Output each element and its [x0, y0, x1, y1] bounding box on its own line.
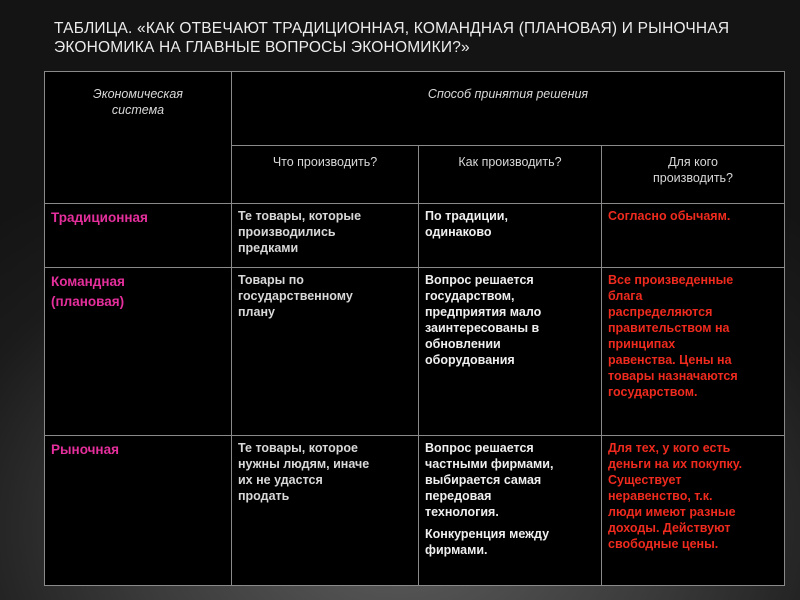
header-decision-method — [232, 72, 785, 146]
cell-line: Все произведенные — [608, 273, 734, 287]
cell-line: выбирается самая — [425, 473, 542, 487]
cell-for-whom — [602, 436, 785, 586]
cell-line: предприятия мало — [425, 305, 542, 319]
table-row — [45, 436, 785, 586]
cell-line: производились — [238, 225, 336, 239]
cell-line: их не удастся — [238, 473, 323, 487]
cell-line: блага — [608, 289, 643, 303]
cell-line: нужны людям, иначе — [238, 457, 370, 471]
cell-line: частными фирмами, — [425, 457, 554, 471]
header-economic-system-line: система — [111, 103, 165, 117]
cell-line: правительством на — [608, 321, 730, 335]
cell-line: передовая — [425, 489, 492, 503]
system-label: Рыночная — [51, 442, 119, 457]
table-row — [45, 204, 785, 268]
cell-what — [232, 204, 419, 268]
table-row — [45, 268, 785, 436]
cell-line: принципах — [608, 337, 676, 351]
cell-line: Вопрос решается — [425, 441, 534, 455]
slide-title-line-1: ТАБЛИЦА. «КАК ОТВЕЧАЮТ ТРАДИЦИОННАЯ, КОМАНДНАЯ (ПЛАНОВАЯ) И РЫНОЧНАЯ — [54, 20, 730, 37]
cell-line: товары назначаются — [608, 369, 738, 383]
cell-what — [232, 268, 419, 436]
cell-line: Для тех, у кого есть — [608, 441, 731, 455]
system-label: (плановая) — [51, 294, 125, 309]
cell-what — [232, 436, 419, 586]
header-what-to-produce — [232, 146, 419, 204]
header-how-label: Как производить? — [458, 155, 562, 169]
slide-title — [54, 19, 754, 57]
cell-how — [419, 204, 602, 268]
cell-line: распределяются — [608, 305, 713, 319]
cell-line: Те товары, которое — [238, 441, 358, 455]
system-label: Традиционная — [51, 210, 148, 225]
cell-line: По традиции, — [425, 209, 508, 223]
cell-line: обновлении — [425, 337, 501, 351]
header-for-whom-line: Для кого — [668, 155, 718, 169]
cell-system-market — [45, 436, 232, 586]
header-for-whom — [602, 146, 785, 204]
cell-line: Существует — [608, 473, 682, 487]
cell-system-traditional — [45, 204, 232, 268]
slide-title-line-2: ЭКОНОМИКА НА ГЛАВНЫЕ ВОПРОСЫ ЭКОНОМИКИ?» — [54, 39, 470, 56]
cell-line: Вопрос решается — [425, 273, 534, 287]
cell-line: Те товары, которые — [238, 209, 362, 223]
cell-line: доходы. Действуют — [608, 521, 731, 535]
cell-for-whom — [602, 204, 785, 268]
cell-for-whom — [602, 268, 785, 436]
cell-line: технология. — [425, 505, 499, 519]
cell-line: Товары по — [238, 273, 304, 287]
cell-line: одинаково — [425, 225, 492, 239]
cell-line: неравенство, т.к. — [608, 489, 713, 503]
cell-system-command — [45, 268, 232, 436]
cell-line: фирмами. — [425, 543, 488, 557]
cell-line: оборудования — [425, 353, 515, 367]
cell-line: люди имеют разные — [608, 505, 736, 519]
cell-line: Конкуренция между — [425, 527, 550, 541]
cell-line: свободные цены. — [608, 537, 719, 551]
cell-line: государством, — [425, 289, 515, 303]
cell-line: государством. — [608, 385, 698, 399]
cell-line: предками — [238, 241, 299, 255]
header-economic-system-line: Экономическая — [93, 87, 183, 101]
system-label: Командная — [51, 274, 125, 289]
cell-line: плану — [238, 305, 275, 319]
cell-line: продать — [238, 489, 290, 503]
header-what-label: Что производить? — [272, 155, 378, 169]
cell-line: государственному — [238, 289, 353, 303]
cell-line: Согласно обычаям. — [608, 209, 731, 223]
economy-comparison-table — [44, 71, 785, 586]
cell-line: деньги на их покупку. — [608, 457, 743, 471]
header-for-whom-line: производить? — [652, 171, 734, 185]
cell-line: заинтересованы в — [425, 321, 540, 335]
header-decision-method-label: Способ принятия решения — [427, 87, 589, 101]
header-economic-system — [45, 72, 232, 204]
cell-how — [419, 436, 602, 586]
header-how-to-produce — [419, 146, 602, 204]
cell-line: равенства. Цены на — [608, 353, 732, 367]
cell-how — [419, 268, 602, 436]
